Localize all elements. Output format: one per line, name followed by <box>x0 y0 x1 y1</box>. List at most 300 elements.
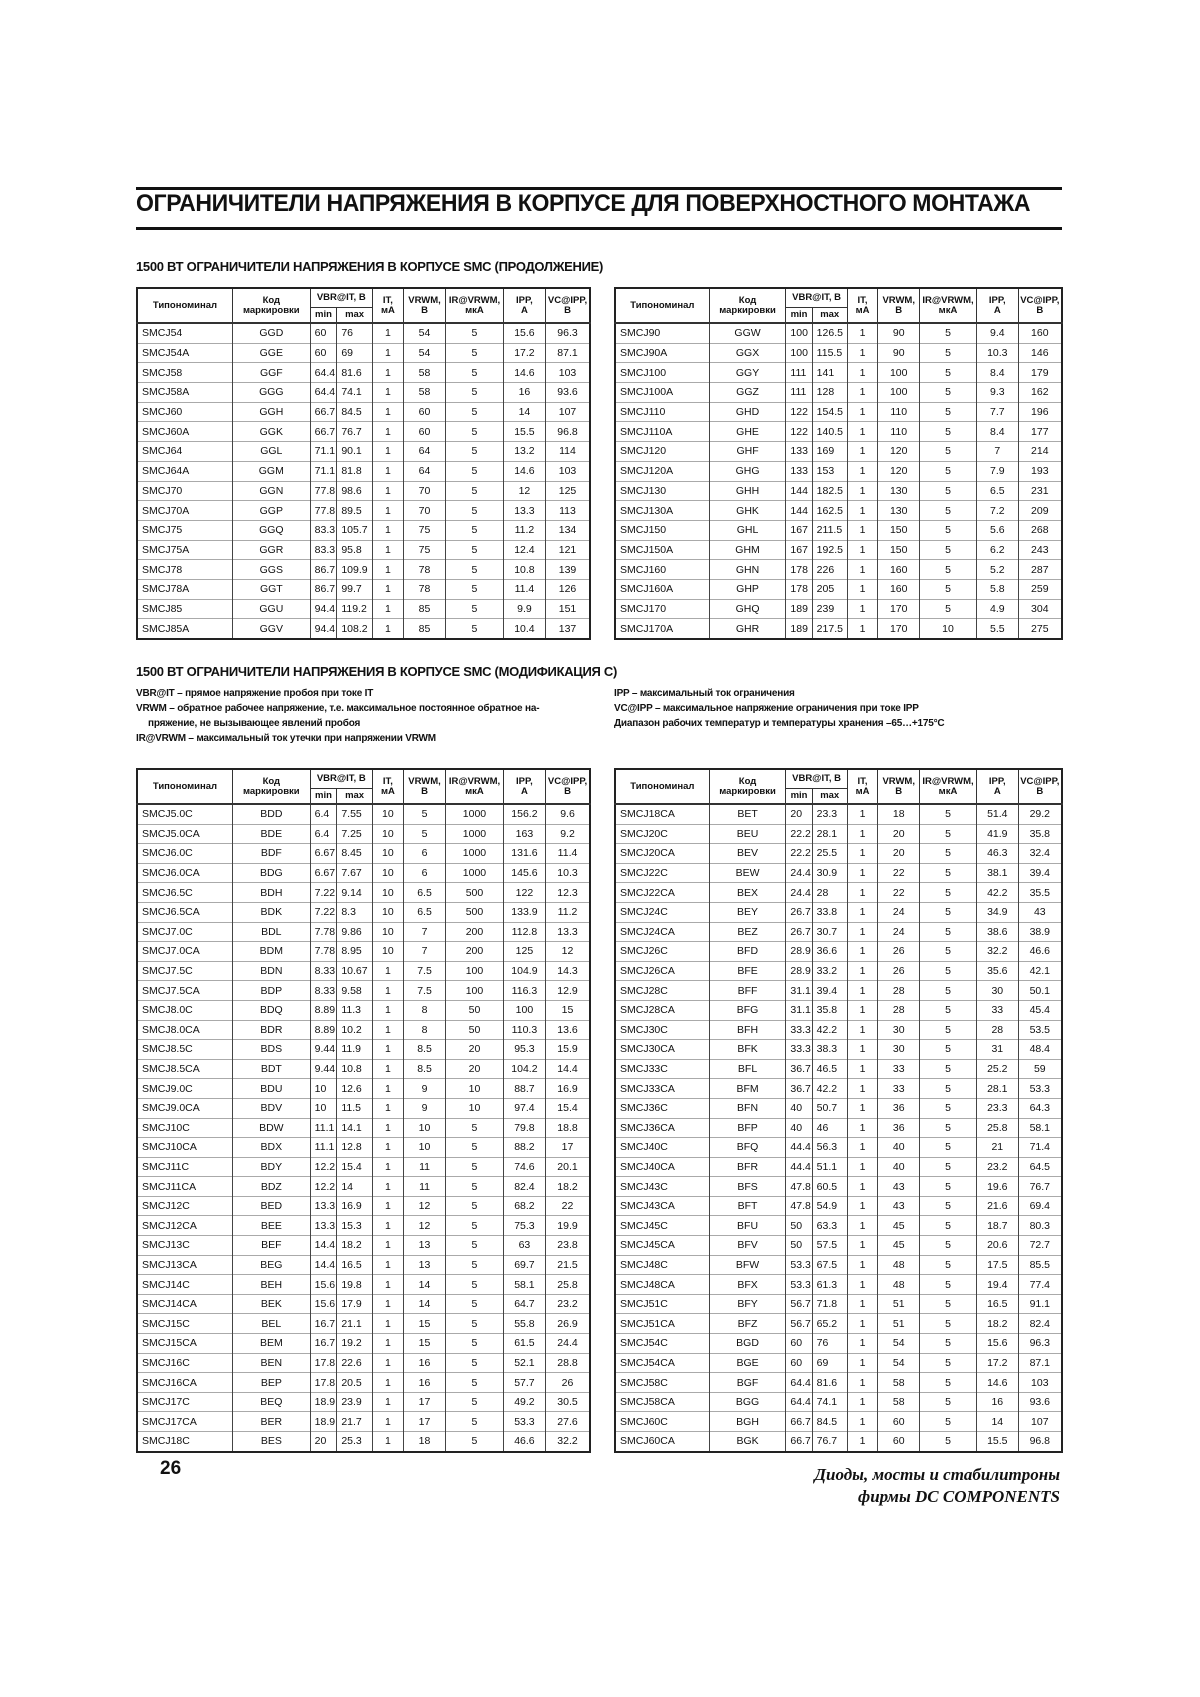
cell-ipp: 20.6 <box>976 1236 1018 1256</box>
cell-marking-code: BDM <box>232 942 310 962</box>
cell-vrwm: 75 <box>403 520 445 540</box>
cell-ipp: 23.3 <box>976 1098 1018 1118</box>
cell-ir: 5 <box>920 461 977 481</box>
cell-ir: 500 <box>446 902 504 922</box>
cell-vbr-min: 20 <box>310 1432 337 1452</box>
header-vc-text: В <box>564 785 571 797</box>
table-row <box>615 1216 1062 1236</box>
cell-ir: 5 <box>920 343 977 363</box>
cell-vrwm: 11 <box>403 1157 445 1177</box>
cell-vbr-min: 86.7 <box>310 560 337 580</box>
cell-ipp: 49.2 <box>503 1392 545 1412</box>
cell-vbr-min: 50 <box>786 1216 812 1236</box>
cell-it: 1 <box>372 1059 403 1079</box>
cell-vbr-min: 7.78 <box>310 942 337 962</box>
cell-vc: 53.3 <box>1018 1079 1062 1099</box>
header-type-text: Типономинал <box>152 299 218 311</box>
cell-vbr-max: 16.9 <box>337 1196 373 1216</box>
cell-vrwm: 10 <box>403 1118 445 1138</box>
cell-vbr-min: 178 <box>786 579 812 599</box>
cell-marking-code: BDK <box>232 902 310 922</box>
cell-vbr-min: 24.4 <box>786 863 812 883</box>
cell-vbr-min: 64.4 <box>310 383 337 403</box>
header-type <box>615 769 709 804</box>
cell-part-number: SMCJ8.5C <box>137 1040 232 1060</box>
cell-vc: 103 <box>546 363 590 383</box>
cell-part-number: SMCJ40C <box>615 1138 709 1158</box>
cell-vrwm: 36 <box>878 1118 920 1138</box>
cell-vbr-max: 205 <box>812 579 847 599</box>
cell-it: 1 <box>847 1255 878 1275</box>
cell-vc: 19.9 <box>546 1216 590 1236</box>
cell-vbr-max: 8.3 <box>337 902 373 922</box>
header-vbr-text: VBR@IT, В <box>316 773 366 784</box>
cell-vbr-max: 61.3 <box>812 1275 847 1295</box>
table-row <box>137 981 590 1001</box>
cell-ir: 10 <box>446 1079 504 1099</box>
cell-vc: 96.8 <box>546 422 590 442</box>
cell-marking-code: BDS <box>232 1040 310 1060</box>
table-row <box>615 1314 1062 1334</box>
cell-part-number: SMCJ170A <box>615 619 709 639</box>
header-it-text: IT, <box>382 294 393 306</box>
cell-vc: 243 <box>1018 540 1062 560</box>
cell-ipp: 69.7 <box>503 1255 545 1275</box>
cell-part-number: SMCJ7.0C <box>137 922 232 942</box>
cell-vbr-min: 66.7 <box>310 422 337 442</box>
cell-ipp: 34.9 <box>976 902 1018 922</box>
cell-marking-code: BFZ <box>709 1314 786 1334</box>
cell-vrwm: 54 <box>403 343 445 363</box>
table-row <box>137 824 590 844</box>
cell-vbr-min: 111 <box>786 383 812 403</box>
cell-vbr-max: 14.1 <box>337 1118 373 1138</box>
table-row <box>615 383 1062 403</box>
header-ipp <box>976 769 1018 804</box>
cell-vbr-min: 167 <box>786 540 812 560</box>
table-row <box>615 1373 1062 1393</box>
cell-vc: 35.5 <box>1018 883 1062 903</box>
cell-vbr-max: 42.2 <box>812 1020 847 1040</box>
cell-marking-code: BFD <box>709 942 786 962</box>
cell-part-number: SMCJ8.5CA <box>137 1059 232 1079</box>
cell-it: 1 <box>847 1216 878 1236</box>
cell-part-number: SMCJ12CA <box>137 1216 232 1236</box>
cell-it: 1 <box>847 1000 878 1020</box>
cell-ir: 5 <box>920 844 977 864</box>
header-vbr-text: VBR@IT, В <box>792 773 841 784</box>
cell-ipp: 15.6 <box>976 1334 1018 1354</box>
cell-it: 1 <box>847 422 878 442</box>
cell-ipp: 88.2 <box>503 1138 545 1158</box>
cell-it: 1 <box>372 1255 403 1275</box>
table-row <box>615 1059 1062 1079</box>
header-vrwm-text: VRWM, <box>408 294 441 306</box>
cell-ir: 5 <box>920 981 977 1001</box>
cell-ipp: 30 <box>976 981 1018 1001</box>
cell-it: 1 <box>847 1236 878 1256</box>
cell-vbr-max: 76.7 <box>337 422 373 442</box>
cell-vrwm: 16 <box>403 1353 445 1373</box>
cell-vc: 304 <box>1018 599 1062 619</box>
table-row <box>137 804 590 824</box>
page-number: 26 <box>160 1458 182 1479</box>
cell-vbr-min: 50 <box>786 1236 812 1256</box>
cell-it: 1 <box>372 520 403 540</box>
cell-vrwm: 90 <box>878 323 920 343</box>
cell-ipp: 68.2 <box>503 1196 545 1216</box>
cell-vrwm: 60 <box>878 1412 920 1432</box>
table-row <box>615 422 1062 442</box>
cell-vc: 23.2 <box>546 1294 590 1314</box>
cell-vrwm: 28 <box>878 1000 920 1020</box>
cell-marking-code: BGF <box>709 1373 786 1393</box>
cell-marking-code: BFH <box>709 1020 786 1040</box>
cell-part-number: SMCJ11C <box>137 1157 232 1177</box>
cell-vrwm: 15 <box>403 1334 445 1354</box>
cell-part-number: SMCJ70A <box>137 501 232 521</box>
header-code-text: Код <box>738 775 757 787</box>
cell-vbr-min: 22.2 <box>786 824 812 844</box>
header-ipp-text: IPP, <box>516 775 533 787</box>
header-ipp-text: IPP, <box>988 775 1006 787</box>
table-row <box>137 383 590 403</box>
table-row <box>615 343 1062 363</box>
table-row <box>137 1432 590 1452</box>
cell-part-number: SMCJ22C <box>615 863 709 883</box>
cell-part-number: SMCJ64A <box>137 461 232 481</box>
cell-part-number: SMCJ150A <box>615 540 709 560</box>
table-row <box>615 1040 1062 1060</box>
cell-marking-code: BFT <box>709 1196 786 1216</box>
cell-vbr-max: 9.58 <box>337 981 373 1001</box>
cell-vbr-min: 189 <box>786 619 812 639</box>
cell-ipp: 32.2 <box>976 942 1018 962</box>
cell-ipp: 8.4 <box>976 422 1018 442</box>
cell-it: 1 <box>372 323 403 343</box>
header-ipp-text: А <box>993 304 1001 316</box>
cell-vbr-max: 89.5 <box>337 501 373 521</box>
cell-part-number: SMCJ58 <box>137 363 232 383</box>
cell-vbr-min: 7.78 <box>310 922 337 942</box>
cell-vbr-min: 12.2 <box>310 1177 337 1197</box>
cell-it: 1 <box>847 383 878 403</box>
table-row <box>615 1196 1062 1216</box>
cell-vc: 32.4 <box>1018 844 1062 864</box>
cell-ipp: 11.4 <box>503 579 545 599</box>
cell-it: 1 <box>372 1040 403 1060</box>
cell-vbr-min: 28.9 <box>786 942 812 962</box>
cell-marking-code: GGF <box>232 363 310 383</box>
cell-vc: 26.9 <box>546 1314 590 1334</box>
cell-part-number: SMCJ43C <box>615 1177 709 1197</box>
table-row <box>137 1157 590 1177</box>
cell-vbr-max: 10.8 <box>337 1059 373 1079</box>
cell-marking-code: BET <box>709 804 786 824</box>
cell-marking-code: GHE <box>709 422 786 442</box>
cell-vbr-max: 141 <box>812 363 847 383</box>
table-row <box>137 883 590 903</box>
cell-marking-code: GGE <box>232 343 310 363</box>
cell-it: 1 <box>372 1157 403 1177</box>
cell-vbr-max: 119.2 <box>337 599 373 619</box>
header-vrwm-text: VRWM, <box>408 775 441 787</box>
cell-vrwm: 11 <box>403 1177 445 1197</box>
table-row <box>137 1138 590 1158</box>
cell-ipp: 25.2 <box>976 1059 1018 1079</box>
cell-vc: 11.4 <box>546 844 590 864</box>
cell-part-number: SMCJ130A <box>615 501 709 521</box>
cell-vbr-max: 128 <box>812 383 847 403</box>
cell-vbr-max: 105.7 <box>337 520 373 540</box>
cell-marking-code: BDQ <box>232 1000 310 1020</box>
table-row <box>615 981 1062 1001</box>
header-it <box>372 288 403 323</box>
cell-vbr-max: 217.5 <box>812 619 847 639</box>
cell-ir: 5 <box>920 1177 977 1197</box>
cell-vrwm: 7 <box>403 942 445 962</box>
table-row <box>137 579 590 599</box>
header-ipp <box>503 288 545 323</box>
cell-vbr-min: 7.22 <box>310 883 337 903</box>
cell-marking-code: BGE <box>709 1353 786 1373</box>
cell-vc: 30.5 <box>546 1392 590 1412</box>
cell-ipp: 163 <box>503 824 545 844</box>
cell-marking-code: BEZ <box>709 922 786 942</box>
cell-marking-code: BDV <box>232 1098 310 1118</box>
cell-vbr-max: 76.7 <box>812 1432 847 1452</box>
cell-ir: 5 <box>446 1138 504 1158</box>
cell-vbr-min: 8.89 <box>310 1000 337 1020</box>
cell-ipp: 46.3 <box>976 844 1018 864</box>
cell-vc: 93.6 <box>546 383 590 403</box>
table-row <box>615 540 1062 560</box>
table-row <box>137 1000 590 1020</box>
table-row <box>615 1138 1062 1158</box>
cell-part-number: SMCJ18CA <box>615 804 709 824</box>
cell-vc: 177 <box>1018 422 1062 442</box>
header-ir <box>920 769 977 804</box>
table-row <box>615 402 1062 422</box>
cell-vrwm: 170 <box>878 599 920 619</box>
header-vbr-min-text: min <box>315 790 332 801</box>
cell-vbr-max: 11.9 <box>337 1040 373 1060</box>
cell-ir: 5 <box>920 1216 977 1236</box>
header-it <box>372 769 403 804</box>
cell-vbr-max: 21.1 <box>337 1314 373 1334</box>
cell-vbr-min: 17.8 <box>310 1373 337 1393</box>
cell-vc: 9.6 <box>546 804 590 824</box>
cell-it: 10 <box>372 902 403 922</box>
cell-part-number: SMCJ85A <box>137 619 232 639</box>
cell-ipp: 112.8 <box>503 922 545 942</box>
cell-marking-code: BFN <box>709 1098 786 1118</box>
cell-ipp: 8.4 <box>976 363 1018 383</box>
cell-it: 10 <box>372 942 403 962</box>
cell-vbr-max: 16.5 <box>337 1255 373 1275</box>
cell-ipp: 82.4 <box>503 1177 545 1197</box>
cell-vbr-max: 84.5 <box>812 1412 847 1432</box>
header-ipp-text: IPP, <box>516 294 533 306</box>
table-row <box>615 824 1062 844</box>
cell-it: 1 <box>847 1392 878 1412</box>
cell-vbr-min: 122 <box>786 422 812 442</box>
table-row <box>137 1236 590 1256</box>
table-row <box>615 1334 1062 1354</box>
cell-vbr-min: 28.9 <box>786 961 812 981</box>
cell-part-number: SMCJ30CA <box>615 1040 709 1060</box>
cell-vrwm: 8.5 <box>403 1059 445 1079</box>
cell-vrwm: 13 <box>403 1236 445 1256</box>
cell-vbr-min: 31.1 <box>786 981 812 1001</box>
table-row <box>137 1353 590 1373</box>
cell-it: 1 <box>372 1353 403 1373</box>
cell-ir: 5 <box>446 363 504 383</box>
cell-vc: 113 <box>546 501 590 521</box>
cell-vc: 13.3 <box>546 922 590 942</box>
cell-ipp: 14.6 <box>976 1373 1018 1393</box>
cell-ipp: 11.2 <box>503 520 545 540</box>
cell-vrwm: 17 <box>403 1392 445 1412</box>
header-ipp <box>976 288 1018 323</box>
cell-marking-code: BFR <box>709 1157 786 1177</box>
cell-vrwm: 28 <box>878 981 920 1001</box>
cell-ir: 5 <box>920 922 977 942</box>
cell-vrwm: 45 <box>878 1236 920 1256</box>
table-row <box>615 1000 1062 1020</box>
cell-ir: 5 <box>920 481 977 501</box>
header-it-text: IT, <box>857 294 868 306</box>
header-code-text: Код <box>262 294 281 306</box>
cell-vc: 93.6 <box>1018 1392 1062 1412</box>
cell-marking-code: GGH <box>232 402 310 422</box>
cell-ir: 5 <box>920 1294 977 1314</box>
cell-it: 10 <box>372 804 403 824</box>
cell-marking-code: GHR <box>709 619 786 639</box>
cell-ipp: 57.7 <box>503 1373 545 1393</box>
cell-it: 1 <box>847 442 878 462</box>
header-it-text: мА <box>380 304 395 316</box>
cell-ir: 5 <box>920 442 977 462</box>
cell-vbr-max: 9.14 <box>337 883 373 903</box>
cell-marking-code: BER <box>232 1412 310 1432</box>
cell-vc: 114 <box>546 442 590 462</box>
cell-marking-code: GGT <box>232 579 310 599</box>
cell-vbr-min: 83.3 <box>310 540 337 560</box>
cell-ipp: 51.4 <box>976 804 1018 824</box>
cell-part-number: SMCJ15C <box>137 1314 232 1334</box>
cell-vbr-min: 16.7 <box>310 1314 337 1334</box>
legend-left-line: VRWM – обратное рабочее напряжение, т.е. максимальное постоянное обратное на- <box>136 703 540 714</box>
cell-it: 1 <box>847 1373 878 1393</box>
cell-it: 1 <box>847 461 878 481</box>
cell-vbr-max: 17.9 <box>337 1294 373 1314</box>
cell-part-number: SMCJ45CA <box>615 1236 709 1256</box>
cell-vbr-min: 17.8 <box>310 1353 337 1373</box>
cell-vrwm: 26 <box>878 961 920 981</box>
cell-vbr-min: 20 <box>786 804 812 824</box>
cell-vc: 12.3 <box>546 883 590 903</box>
cell-part-number: SMCJ20C <box>615 824 709 844</box>
cell-vbr-max: 71.8 <box>812 1294 847 1314</box>
cell-marking-code: GHF <box>709 442 786 462</box>
cell-part-number: SMCJ60A <box>137 422 232 442</box>
header-vbr-text: VBR@IT, В <box>316 292 366 303</box>
cell-vrwm: 33 <box>878 1059 920 1079</box>
cell-vrwm: 120 <box>878 442 920 462</box>
cell-vc: 45.4 <box>1018 1000 1062 1020</box>
cell-ir: 5 <box>920 540 977 560</box>
cell-ir: 100 <box>446 981 504 1001</box>
cell-marking-code: BDH <box>232 883 310 903</box>
cell-marking-code: GGG <box>232 383 310 403</box>
cell-vbr-max: 33.2 <box>812 961 847 981</box>
cell-ir: 5 <box>920 883 977 903</box>
header-type-text: Типономинал <box>630 299 695 311</box>
cell-marking-code: BGH <box>709 1412 786 1432</box>
cell-vbr-max: 10.2 <box>337 1020 373 1040</box>
cell-vbr-min: 71.1 <box>310 461 337 481</box>
cell-vc: 126 <box>546 579 590 599</box>
cell-marking-code: BEL <box>232 1314 310 1334</box>
cell-ir: 5 <box>920 1334 977 1354</box>
cell-ir: 5 <box>446 1196 504 1216</box>
cell-marking-code: BDN <box>232 961 310 981</box>
cell-it: 1 <box>847 981 878 1001</box>
cell-vc: 27.6 <box>546 1412 590 1432</box>
cell-vbr-max: 211.5 <box>812 520 847 540</box>
cell-ir: 5 <box>446 501 504 521</box>
cell-vbr-min: 100 <box>786 323 812 343</box>
cell-ir: 5 <box>446 1177 504 1197</box>
header-vrwm-text: В <box>895 304 903 316</box>
table-row <box>137 422 590 442</box>
cell-ipp: 74.6 <box>503 1157 545 1177</box>
cell-vbr-max: 19.8 <box>337 1275 373 1295</box>
cell-vbr-min: 64.4 <box>786 1392 812 1412</box>
cell-vbr-max: 8.45 <box>337 844 373 864</box>
cell-it: 1 <box>847 1334 878 1354</box>
cell-vbr-max: 140.5 <box>812 422 847 442</box>
cell-ipp: 25.8 <box>976 1118 1018 1138</box>
cell-ir: 5 <box>920 863 977 883</box>
cell-vrwm: 40 <box>878 1157 920 1177</box>
cell-vbr-max: 60.5 <box>812 1177 847 1197</box>
cell-part-number: SMCJ90 <box>615 323 709 343</box>
cell-it: 1 <box>847 481 878 501</box>
header-code-text: Код <box>262 775 281 787</box>
cell-ir: 5 <box>446 1334 504 1354</box>
cell-it: 1 <box>847 1275 878 1295</box>
cell-vrwm: 48 <box>878 1275 920 1295</box>
cell-it: 1 <box>847 922 878 942</box>
cell-vbr-max: 12.6 <box>337 1079 373 1099</box>
cell-vbr-max: 19.2 <box>337 1334 373 1354</box>
header-type-text: Типономинал <box>630 780 695 792</box>
cell-vbr-min: 66.7 <box>310 402 337 422</box>
cell-vbr-min: 18.9 <box>310 1412 337 1432</box>
cell-ir: 5 <box>920 422 977 442</box>
cell-ipp: 53.3 <box>503 1412 545 1432</box>
cell-ir: 5 <box>446 383 504 403</box>
cell-vbr-min: 53.3 <box>786 1275 812 1295</box>
cell-vc: 17 <box>546 1138 590 1158</box>
cell-part-number: SMCJ60 <box>137 402 232 422</box>
cell-ipp: 14.6 <box>503 363 545 383</box>
cell-ipp: 5.2 <box>976 560 1018 580</box>
footer-line: фирмы DC COMPONENTS <box>858 1487 1060 1506</box>
cell-ir: 5 <box>920 1040 977 1060</box>
